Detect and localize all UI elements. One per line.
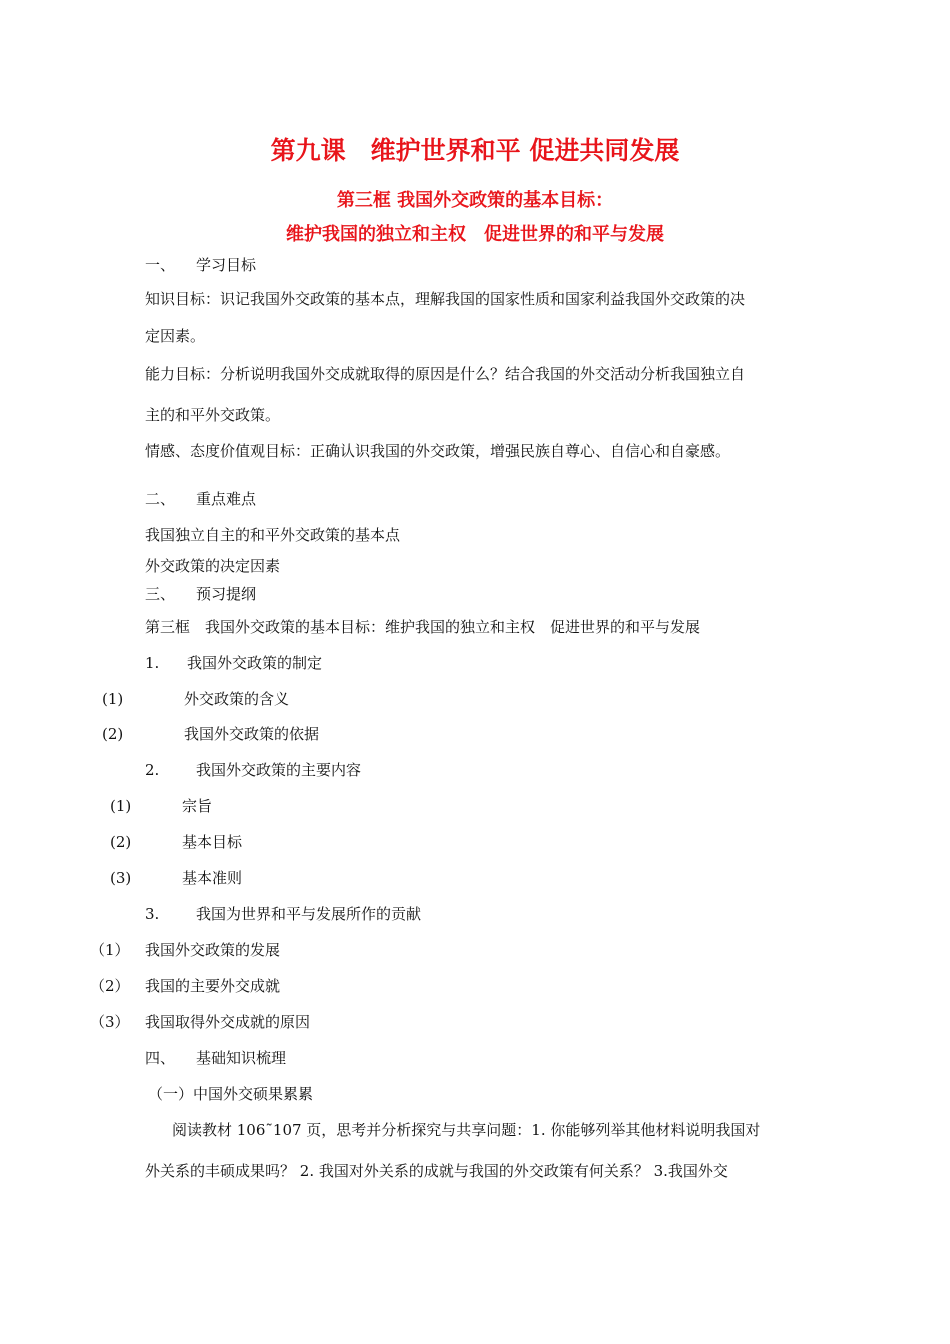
section-number: 四、 (145, 1049, 176, 1067)
outline-item-number: (1) (110, 797, 132, 815)
section-subtitle-2: 维护我国的独立和主权 促进世界的和平与发展 (286, 224, 664, 245)
outline-item-text: 基本准则 (182, 869, 243, 887)
knowledge-goal-line2: 定因素。 (145, 327, 206, 345)
section-subtitle: 第三框 我国外交政策的基本目标： (336, 190, 614, 211)
section-number: 二、 (145, 490, 176, 508)
outline-item-text: 我国取得外交成就的原因 (145, 1013, 311, 1031)
outline-item-number: 1. (145, 654, 160, 672)
outline-item-text: 外交政策的含义 (184, 690, 290, 708)
outline-item-number: （1） (90, 941, 130, 959)
outline-intro: 第三框 我国外交政策的基本目标：维护我国的独立和主权 促进世界的和平与发展 (145, 618, 701, 636)
section-number: 一、 (145, 256, 176, 274)
ability-goal-line2: 主的和平外交政策。 (145, 406, 281, 424)
outline-item-text: 我国的主要外交成就 (145, 977, 281, 995)
outline-item-text: 我国外交政策的发展 (145, 941, 281, 959)
section-heading: 学习目标 (196, 256, 257, 274)
key-point-line: 我国独立自主的和平外交政策的基本点 (145, 526, 401, 544)
section-heading: 预习提纲 (196, 585, 257, 603)
outline-item-number: 2. (145, 761, 160, 779)
key-point-line: 外交政策的决定因素 (145, 557, 281, 575)
sub-heading: （一）中国外交硕果累累 (148, 1085, 314, 1103)
outline-item-number: (1) (102, 690, 124, 708)
outline-item-text: 我国为世界和平与发展所作的贡献 (196, 905, 422, 923)
emotion-goal: 情感、态度价值观目标：正确认识我国的外交政策，增强民族自尊心、自信心和自豪感。 (145, 442, 731, 460)
outline-item-number: （3） (90, 1013, 130, 1031)
outline-item-text: 我国外交政策的依据 (184, 725, 320, 743)
section-number: 三、 (145, 585, 176, 603)
ability-goal-line1: 能力目标：分析说明我国外交成就取得的原因是什么？结合我国的外交活动分析我国独立自 (145, 365, 746, 383)
outline-item-number: （2） (90, 977, 130, 995)
outline-item-number: (3) (110, 869, 132, 887)
outline-item-number: (2) (102, 725, 124, 743)
outline-item-text: 我国外交政策的主要内容 (196, 761, 362, 779)
knowledge-goal-line1: 知识目标：识记我国外交政策的基本点，理解我国的国家性质和国家利益我国外交政策的决 (145, 290, 746, 308)
outline-item-number: 3. (145, 905, 160, 923)
outline-item-number: (2) (110, 833, 132, 851)
paragraph-line2: 外关系的丰硕成果吗？ 2. 我国对外关系的成就与我国的外交政策有何关系？ 3.我国外交 (145, 1162, 728, 1180)
outline-item-text: 基本目标 (182, 833, 243, 851)
paragraph-line1: 阅读教材 106˜107 页，思考并分析探究与共享问题：1. 你能够列举其他材料说明我国对 (172, 1121, 761, 1139)
outline-item-text: 宗旨 (182, 797, 213, 815)
section-heading: 基础知识梳理 (196, 1049, 287, 1067)
section-heading: 重点难点 (196, 490, 257, 508)
outline-item-text: 我国外交政策的制定 (187, 654, 323, 672)
lesson-title: 第九课 维护世界和平 促进共同发展 (270, 136, 680, 165)
